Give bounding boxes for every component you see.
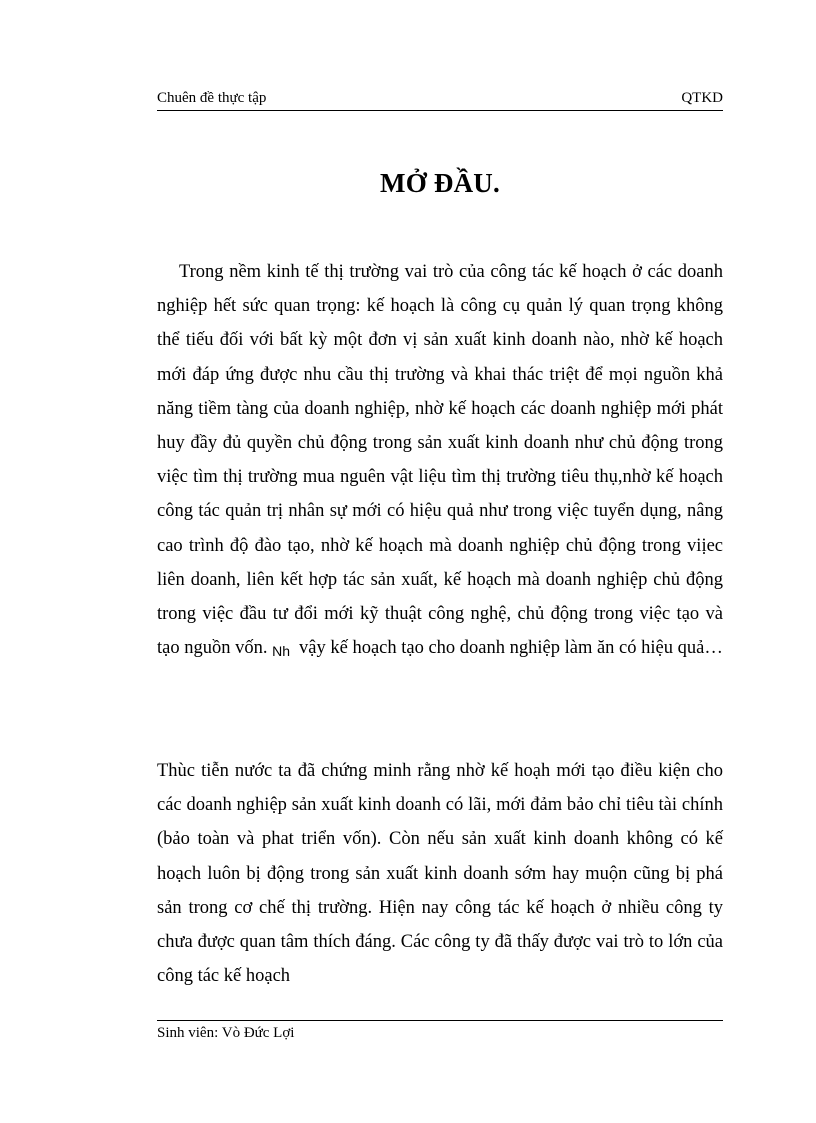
page-title: MỞ ĐẦU. [380, 168, 500, 198]
paragraph-1-text: Trong nềm kinh tế thị trường vai trò của công tác kế hoạch ở các doanh nghiệp hết sức quan trọng: kế hoạch là công cụ quản lý quan trọng không thể tiếu đối với bất kỳ một đơn vị sản xuất kinh doanh nào, nhờ kế hoạch mới đáp ứng được nhu cầu thị trường và khai thác triệt để mọi nguồn khả năng tiềm tàng của doanh nghiệp, nhờ kế hoạch các doanh nghiệp mới phát huy đầy đủ quyền chủ động trong sản xuất kinh doanh như chủ động trong việc tìm thị trường mua nguên vật liệu tìm thị trường tiêu thụ,nhờ kế hoạch công tác quản trị nhân sự mới có hiệu quả như trong việc tuyển dụng, nâng cao trình độ đào tạo, nhờ kế hoạch mà doanh nghiệp chủ động trong viịec liên doanh, liên kết hợp tác sản xuất, kế hoạch mà doanh nghiệp chủ động trong việc đầu tư đổi mới kỹ thuật công nghệ, chủ động trong việc tạo và tạo nguồn vốn. [157, 262, 723, 659]
header-right-text: QTKD [681, 90, 723, 106]
footer-student-name: Sinh viên: Vò Đức Lợi [157, 1025, 295, 1041]
paragraph-1-nh-fragment: Nh [272, 643, 291, 660]
paragraph-2: Thùc tiễn nước ta đã chứng minh rằng nhờ kế hoạh mới tạo điều kiện cho các doanh nghiệp sản xuất kinh doanh có lãi, mới đảm bảo chỉ tiêu tài chính (bảo toàn và phat triển vốn). Còn nếu sản xuất kinh doanh không có kế hoạch luôn bị động trong sản xuất kinh doanh sớm hay muộn cũng bị phá sản trong cơ chế thị trường. Hiện nay công tác kế hoạch ở nhiều công ty chưa được quan tâm thích đáng. Các công ty đã thấy được vai trò to lớn của công tác kế hoạch [157, 761, 723, 987]
paragraph-1 [157, 255, 723, 665]
header-left-text: Chuên đề thực tập [157, 90, 267, 106]
page-header [157, 88, 723, 111]
paragraph-1-continuation: vậy kế hoạch tạo cho doanh nghiệp làm ăn có hiệu quả… [299, 638, 723, 659]
footer-divider [157, 1020, 723, 1021]
